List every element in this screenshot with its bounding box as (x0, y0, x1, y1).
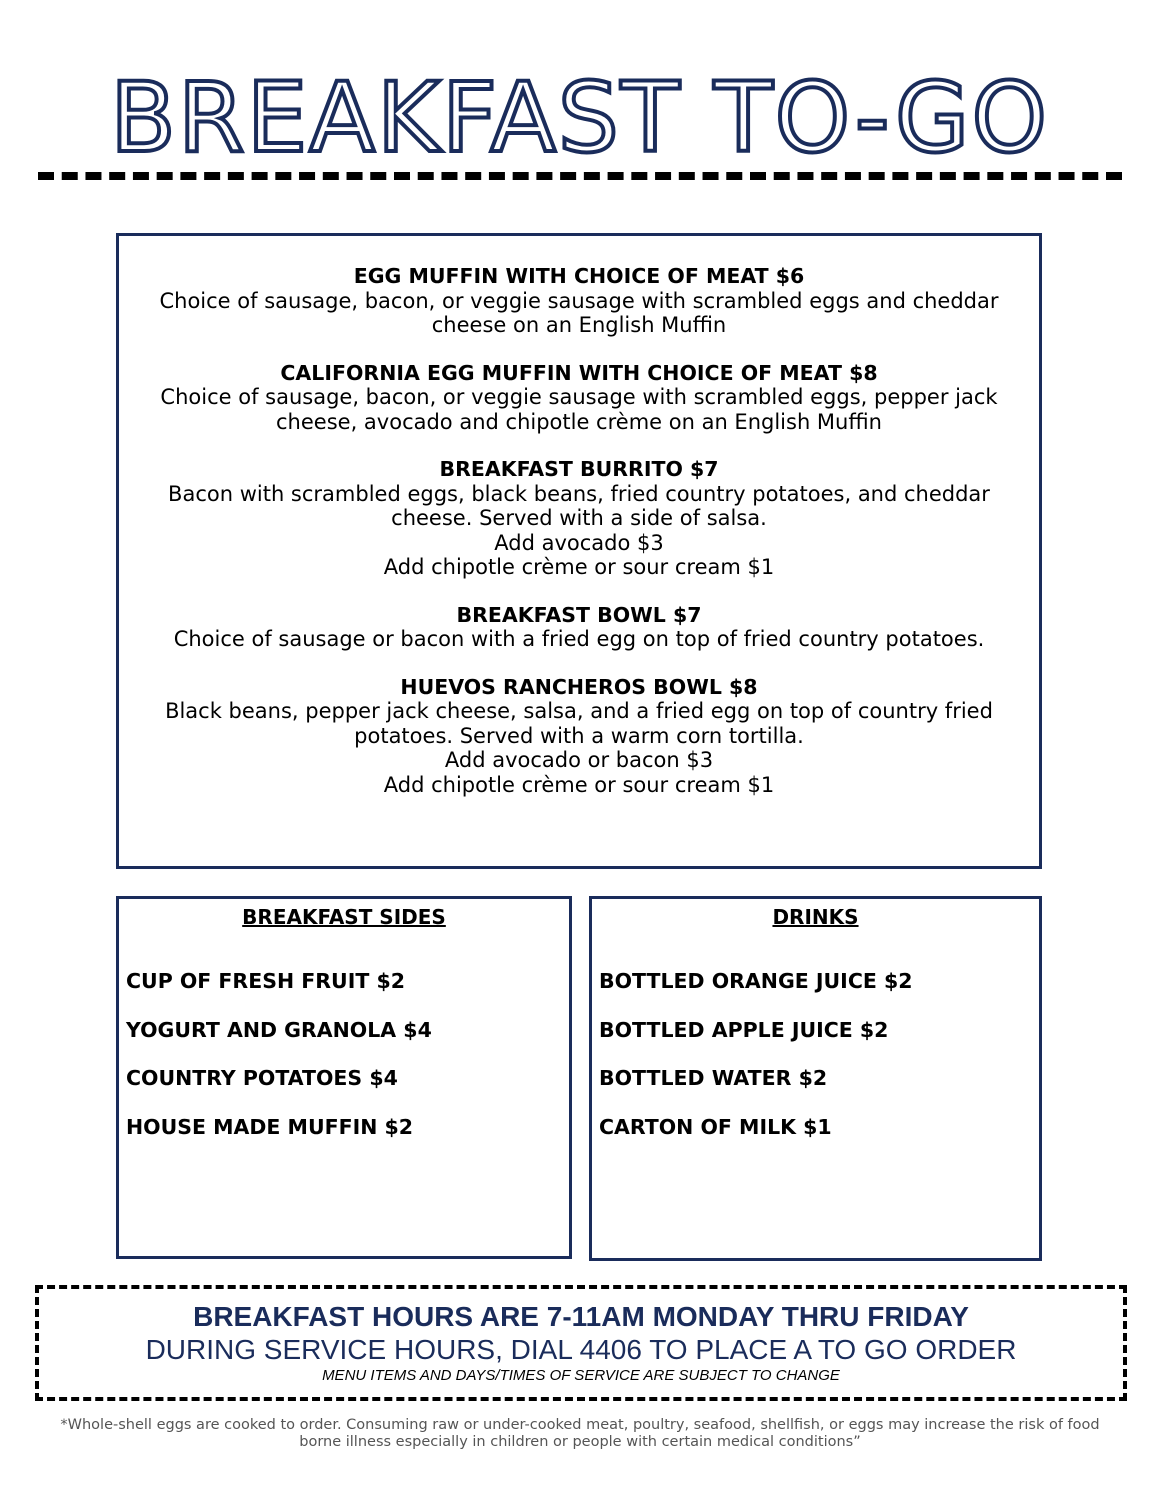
menu-item (119, 675, 1039, 798)
menu-item-description: Choice of sausage, bacon, or veggie sausage with scrambled eggs, pepper jack cheese, avocado and chipotle crème on an English Muffin (160, 385, 998, 434)
menu-item-addon: Add chipotle crème or sour cream $1 (383, 772, 775, 797)
menu-item-description: Choice of sausage, bacon, or veggie sausage with scrambled eggs and cheddar cheese on an English Muffin (159, 288, 999, 337)
menu-item (119, 603, 1039, 652)
menu-item-addon: Add avocado $3 (494, 530, 664, 555)
sides-list (119, 969, 569, 1139)
menu-item (119, 457, 1039, 580)
list-item: BOTTLED ORANGE JUICE $2 (599, 969, 913, 993)
change-notice: MENU ITEMS AND DAYS/TIMES OF SERVICE ARE SUBJECT TO CHANGE (322, 1367, 840, 1384)
main-menu-box (116, 233, 1042, 869)
menu-item (119, 361, 1039, 435)
hours-text: BREAKFAST HOURS ARE 7-11AM MONDAY THRU FRIDAY (193, 1301, 969, 1332)
menu-item (119, 264, 1039, 338)
list-item: CARTON OF MILK $1 (599, 1114, 832, 1139)
food-safety-disclaimer: *Whole-shell eggs are cooked to order. Consuming raw or under-cooked meat, poultry, seafood, shellfish, or eggs may increase the risk of food borne illness especially in children or people with certain medical conditions” (60, 1417, 1100, 1450)
drinks-heading: DRINKS (772, 905, 859, 929)
drinks-box (589, 896, 1042, 1261)
menu-item-name: BREAKFAST BURRITO $7 (439, 457, 719, 481)
list-item: BOTTLED WATER $2 (599, 1066, 828, 1090)
order-phone-text: DURING SERVICE HOURS, DIAL 4406 TO PLACE A TO GO ORDER (145, 1334, 1017, 1365)
menu-item-addon: Add avocado or bacon $3 (444, 748, 714, 772)
list-item: HOUSE MADE MUFFIN $2 (126, 1114, 414, 1139)
list-item: BOTTLED APPLE JUICE $2 (599, 1017, 889, 1042)
menu-item-addon: Add chipotle crème or sour cream $1 (383, 555, 775, 579)
menu-item-description: Bacon with scrambled eggs, black beans, fried country potatoes, and cheddar cheese. Served with a side of salsa. (168, 481, 990, 530)
list-item: COUNTRY POTATOES $4 (126, 1066, 398, 1090)
page-title: BREAKFAST TO-GO (110, 62, 1049, 174)
menu-item-description: Black beans, pepper jack cheese, salsa, and a fried egg on top of country fried potatoes. Served with a warm corn tortilla. (165, 699, 993, 748)
menu-item-name: HUEVOS RANCHEROS BOWL $8 (400, 674, 758, 699)
list-item: YOGURT AND GRANOLA $4 (126, 1017, 432, 1042)
drinks-list (592, 969, 1039, 1139)
menu-item-name: BREAKFAST BOWL $7 (456, 602, 702, 627)
menu-item-name: EGG MUFFIN WITH CHOICE OF MEAT $6 (353, 264, 805, 288)
hours-box (35, 1285, 1127, 1401)
sides-heading: BREAKFAST SIDES (242, 905, 446, 929)
menu-item-description: Choice of sausage or bacon with a fried egg on top of fried country potatoes. (173, 627, 985, 651)
dashed-divider (38, 172, 1122, 180)
menu-item-name: CALIFORNIA EGG MUFFIN WITH CHOICE OF MEAT $8 (280, 360, 878, 385)
list-item: CUP OF FRESH FRUIT $2 (126, 969, 405, 993)
breakfast-sides-box (116, 896, 572, 1259)
